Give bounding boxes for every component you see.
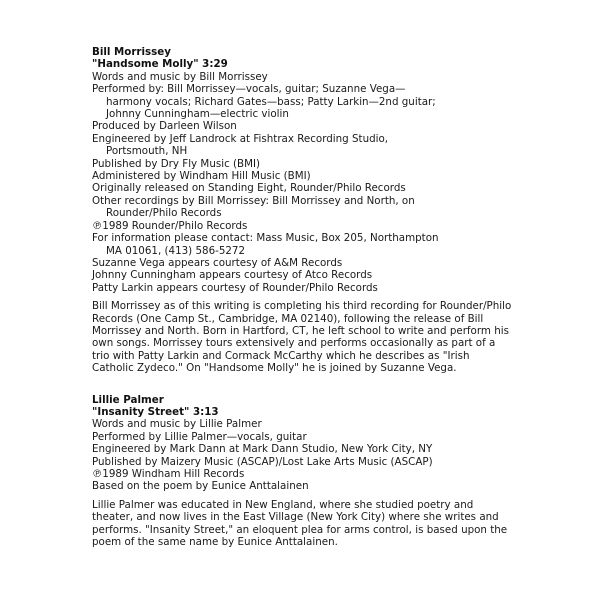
- track-section-bill-morrissey: [92, 46, 512, 375]
- credit-line: Words and music by Lillie Palmer: [92, 418, 262, 431]
- credit-line: Published by Dry Fly Music (BMI): [92, 157, 261, 170]
- credits-list: [92, 71, 512, 294]
- credit-line: harmony vocals; Richard Gates—bass; Patty Larkin—2nd guitar;: [106, 95, 436, 108]
- liner-notes-column: [92, 46, 512, 548]
- credit-line: ℗1989 Rounder/Philo Records: [92, 219, 248, 232]
- credit-line: Administered by Windham Hill Music (BMI): [92, 170, 311, 183]
- credit-line: MA 01061, (413) 586-5272: [106, 244, 246, 257]
- credit-line: Suzanne Vega appears courtesy of A&M Records: [92, 256, 343, 269]
- credit-line: Produced by Darleen Wilson: [92, 120, 237, 133]
- credits-list: [92, 418, 512, 492]
- credit-line: Performed by Lillie Palmer—vocals, guitar: [92, 430, 307, 443]
- credit-line: Patty Larkin appears courtesy of Rounder/Philo Records: [92, 281, 378, 294]
- artist-name: Bill Morrissey: [92, 46, 171, 58]
- credit-line: Originally released on Standing Eight, Rounder/Philo Records: [92, 182, 406, 195]
- credit-line: For information please contact: Mass Music, Box 205, Northampton: [92, 232, 439, 245]
- credit-line: Words and music by Bill Morrissey: [92, 70, 268, 83]
- track-title: "Handsome Molly" 3:29: [92, 58, 228, 71]
- credit-line: Rounder/Philo Records: [106, 207, 222, 220]
- credit-line: Based on the poem by Eunice Anttalainen: [92, 480, 309, 493]
- track-title: "Insanity Street" 3:13: [92, 405, 219, 418]
- credit-line: Johnny Cunningham—electric violin: [106, 108, 289, 121]
- credit-line: Other recordings by Bill Morrissey: Bill Morrissey and North, on: [92, 194, 415, 207]
- credit-line: Performed by: Bill Morrissey—vocals, guitar; Suzanne Vega—: [92, 83, 406, 96]
- credit-line: Engineered by Jeff Landrock at Fishtrax Recording Studio,: [92, 132, 389, 145]
- credit-line: Johnny Cunningham appears courtesy of Atco Records: [92, 269, 373, 282]
- credit-line: Published by Maizery Music (ASCAP)/Lost Lake Arts Music (ASCAP): [92, 455, 433, 468]
- artist-name: Lillie Palmer: [92, 393, 164, 406]
- credit-line: Engineered by Mark Dann at Mark Dann Studio, New York City, NY: [92, 443, 433, 456]
- track-section-lillie-palmer: [92, 394, 512, 549]
- artist-bio: Lillie Palmer was educated in New England, where she studied poetry and theater, and now lives in the East Village (New York City) where she writes and performs. "Insanity Street," an eloquent plea for arms control, is based upon the poem of the same name by Eunice Anttalainen.: [92, 498, 508, 549]
- credit-line: ℗1989 Windham Hill Records: [92, 468, 245, 480]
- artist-bio: Bill Morrissey as of this writing is completing his third recording for Rounder/Philo Records (One Camp St., Cambridge, MA 02140), following the release of Bill Morrissey and North. Born in Hartford, CT, he left school to write and perform his own songs. Morrissey tours extensively and performs occasionally as part of a trio with Patty Larkin and Cormack McCarthy which he describes as "Irish Catholic Zydeco." On "Handsome Molly" he is joined by Suzanne Vega.: [92, 300, 512, 375]
- credit-line: Portsmouth, NH: [106, 145, 188, 158]
